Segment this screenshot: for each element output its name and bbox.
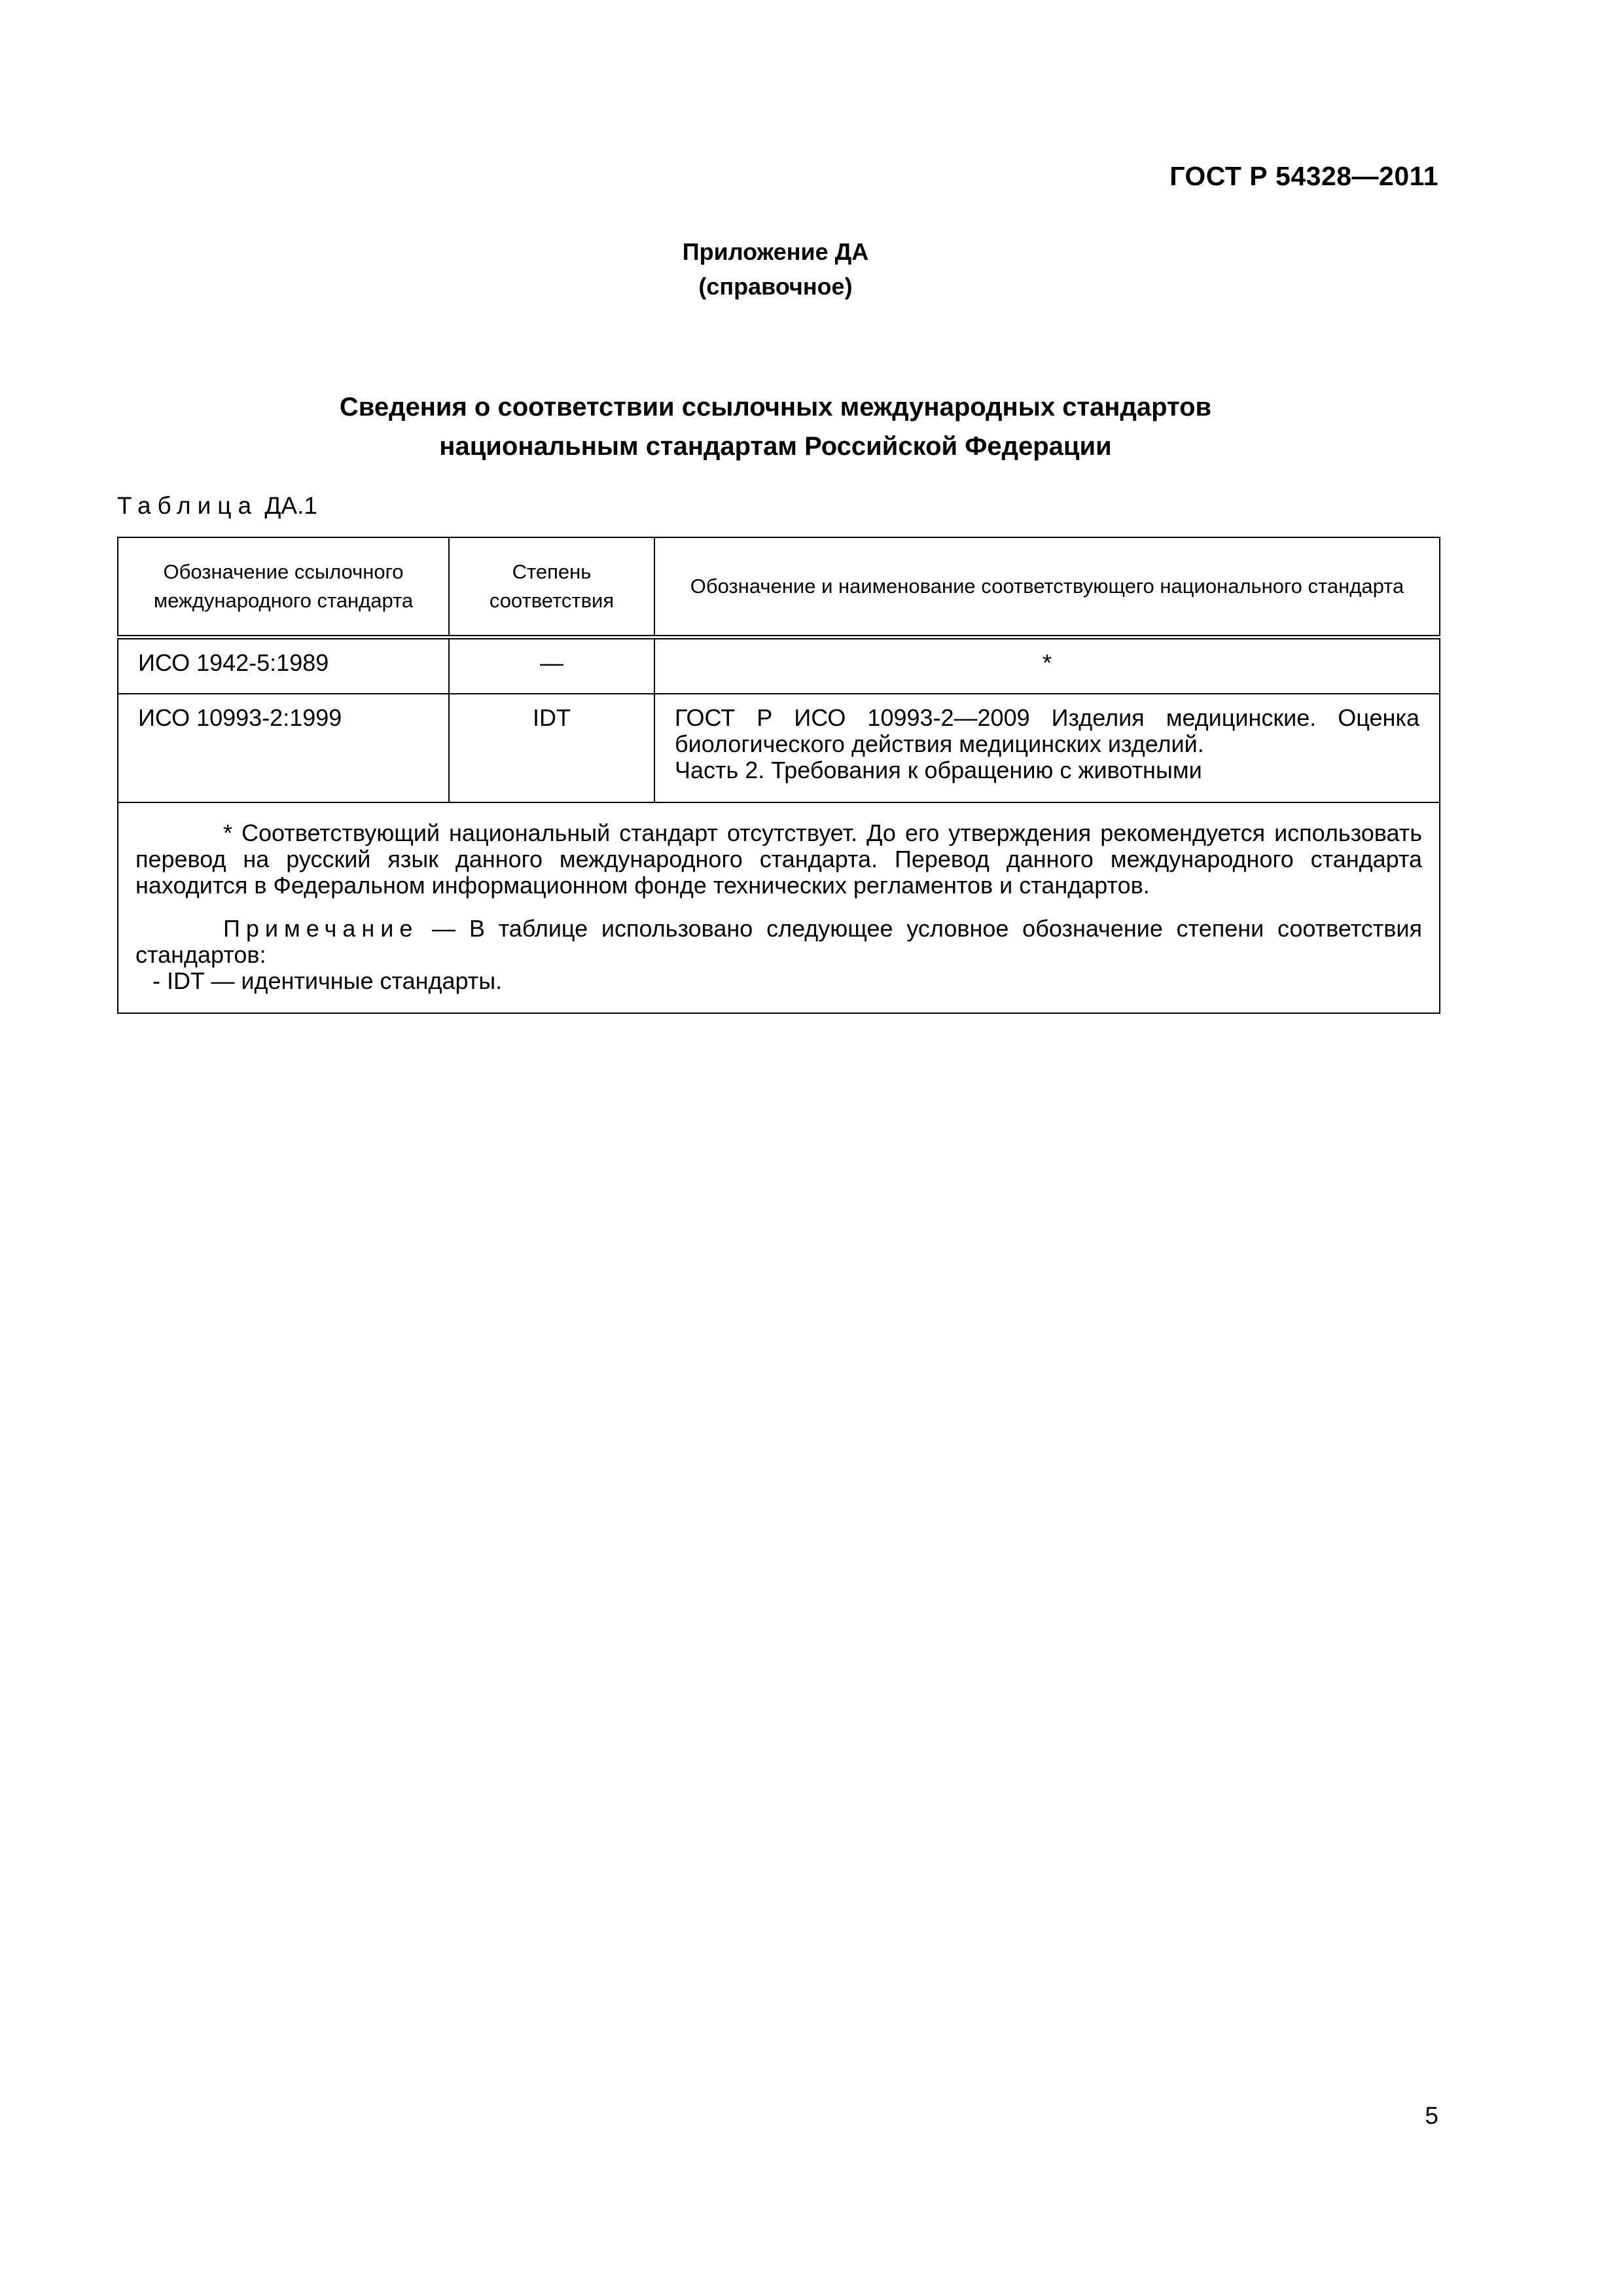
cell-ref-standard: ИСО 10993-2:1999 bbox=[118, 694, 449, 802]
reference-standards-table bbox=[117, 537, 1440, 1014]
header-degree: Степень соответствия bbox=[449, 537, 654, 637]
note-list-item: - IDT — идентичные стандарты. bbox=[152, 967, 503, 994]
table-note bbox=[135, 916, 1422, 968]
cell-degree: — bbox=[449, 637, 654, 694]
table-header-row bbox=[118, 537, 1440, 637]
national-standard-title: ГОСТ Р ИСО 10993-2—2009 Изделия медицинские. Оценка биологического действия медицинских изделий. bbox=[675, 704, 1419, 757]
annex-type: (справочное) bbox=[698, 273, 853, 300]
table-footnote: * Соответствующий национальный стандарт отсутствует. До его утверждения рекомендуется использовать перевод на русский язык данного международного стандарта. Перевод данного международного стандарта находится в Федеральном информационном фонде технических регламентов и стандартов. bbox=[135, 819, 1422, 899]
document-number: ГОСТ Р 54328—2011 bbox=[1169, 161, 1438, 191]
table-row bbox=[118, 637, 1440, 694]
annex-title-line-1: Сведения о соответствии ссылочных международных стандартов bbox=[339, 393, 1212, 422]
note-label: Примечание bbox=[223, 915, 419, 942]
cell-ref-standard: ИСО 1942-5:1989 bbox=[118, 637, 449, 694]
table-caption bbox=[117, 492, 317, 520]
cell-degree: IDT bbox=[449, 694, 654, 802]
annex-title bbox=[0, 387, 1551, 466]
table-caption-prefix: Таблица bbox=[117, 492, 259, 519]
cell-national-standard: * bbox=[654, 637, 1440, 694]
reference-table-container bbox=[117, 537, 1439, 1014]
table-caption-number: ДА.1 bbox=[264, 492, 317, 519]
table-footnote-cell bbox=[118, 802, 1440, 1013]
note-text: — В таблице использовано следующее условное обозначение степени соответствия стандартов: bbox=[135, 915, 1422, 968]
page-number: 5 bbox=[1425, 2102, 1438, 2129]
annex-label: Приложение ДА bbox=[682, 238, 869, 265]
header-ref-standard: Обозначение ссылочного международного стандарта bbox=[118, 537, 449, 637]
table-footnote-row bbox=[118, 802, 1440, 1013]
annex-title-line-2: национальным стандартам Российской Федерации bbox=[439, 432, 1112, 461]
annex-heading bbox=[0, 234, 1551, 304]
national-standard-part: Часть 2. Требования к обращению с животными bbox=[675, 757, 1202, 783]
cell-national-standard bbox=[654, 694, 1440, 802]
header-national-standard: Обозначение и наименование соответствующего национального стандарта bbox=[654, 537, 1440, 637]
table-row bbox=[118, 694, 1440, 802]
